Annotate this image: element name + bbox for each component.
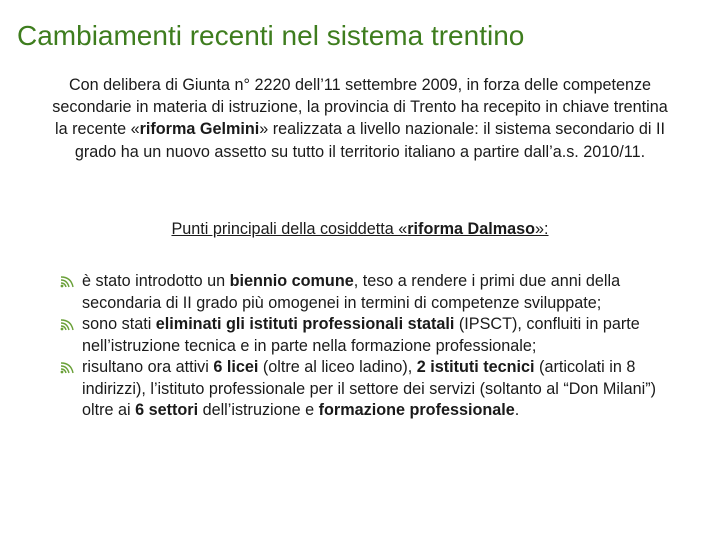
intro-paragraph (50, 74, 670, 163)
slide-title: Cambiamenti recenti nel sistema trentino (17, 20, 525, 51)
bullet-text: sono stati (82, 315, 156, 333)
bullet-bold: formazione professionale (318, 401, 515, 419)
intro-text-1: Con delibera di Giunta n° 2220 dell’11 settembre 2009, in forza delle competenze secondarie in materia di istruzione, la provincia di Trento ha recepito in chiave trentina la recente « (52, 76, 668, 139)
bullet-text: , teso a rendere i primi due anni della secondaria di II grado più omogenei in termini di competenze sviluppate; (82, 272, 621, 312)
bullet-bold: 6 licei (213, 358, 259, 376)
signal-arcs-icon (60, 276, 76, 288)
subhead-bold-riforma-dalmaso: riforma Dalmaso (407, 220, 535, 238)
bullet-text: è stato introdotto un (82, 272, 230, 290)
subhead-text-2: »: (535, 220, 549, 238)
bullet-text: (oltre al liceo ladino), (258, 358, 417, 376)
bullet-text: dell’istruzione e (198, 401, 319, 419)
intro-bold-riforma-gelmini: riforma Gelmini (139, 120, 260, 139)
section-subheading (0, 220, 720, 239)
bullet-text: risultano ora attivi (82, 358, 214, 376)
bullet-list (60, 271, 660, 422)
bullet-bold: biennio comune (229, 272, 354, 290)
bullet-text: (articolati in 8 indirizzi), l’istituto professionale per il settore dei servizi (soltanto al “Don Milani”) oltre ai (82, 358, 656, 419)
subhead-text-1: Punti principali della cosiddetta « (171, 220, 408, 238)
bullet-bold: 6 settori (135, 401, 199, 419)
bullet-bold: eliminati gli istituti professionali statali (155, 315, 455, 333)
bullet-text: . (514, 401, 520, 419)
signal-arcs-icon (60, 319, 76, 331)
bullet-item (60, 314, 660, 357)
intro-text-2: » realizzata a livello nazionale: il sistema secondario di II grado ha un nuovo assetto su tutto il territorio italiano a partire dall’a.s. 2010/11. (74, 120, 666, 161)
bullet-item (60, 357, 660, 422)
subhead-underlined (171, 220, 548, 238)
bullet-bold: 2 istituti tecnici (416, 358, 535, 376)
bullet-item (60, 271, 660, 314)
signal-arcs-icon (60, 362, 76, 374)
bullet-text: (IPSCT), confluiti in parte nell’istruzione tecnica e in parte nella formazione professionale; (82, 315, 640, 355)
